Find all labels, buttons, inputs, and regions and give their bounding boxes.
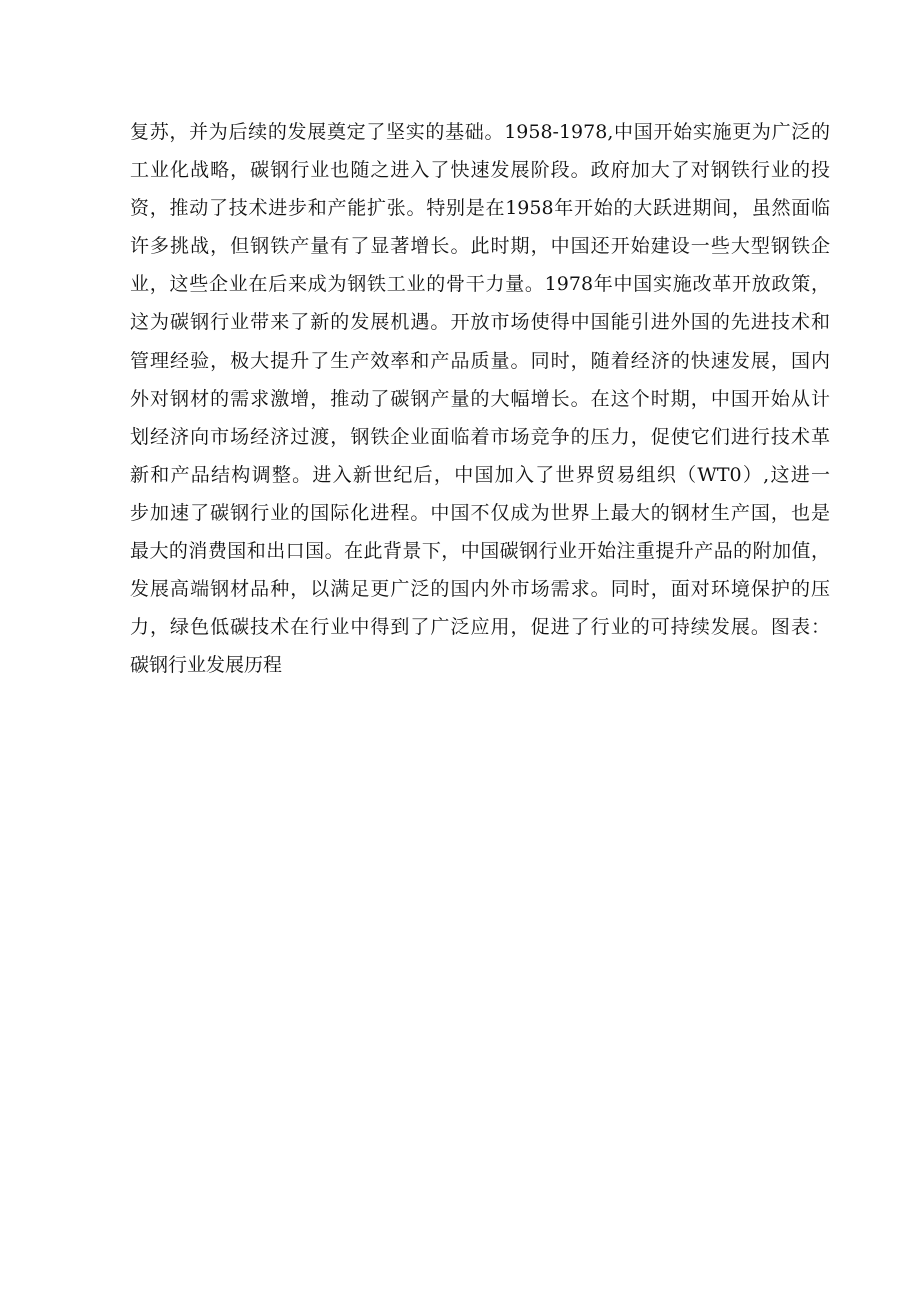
text-line: 划经济向市场经济过渡，钢铁企业面临着市场竞争的压力，促使它们进行技术革 xyxy=(130,425,830,448)
text-line: 复苏，并为后续的发展奠定了坚实的基础。1958-1978,中国开始实施更为广泛的 xyxy=(130,121,830,143)
text-line: 外对钢材的需求激增，推动了碳钢产量的大幅增长。在这个时期，中国开始从计 xyxy=(130,387,830,410)
text-line: 力，绿色低碳技术在行业中得到了广泛应用，促进了行业的可持续发展。图表： xyxy=(130,616,830,639)
body-paragraph xyxy=(130,113,830,684)
text-line: 这为碳钢行业带来了新的发展机遇。开放市场使得中国能引进外国的先进技术和 xyxy=(130,311,830,334)
figure-caption: 碳钢行业发展历程 xyxy=(130,654,283,677)
text-line: 新和产品结构调整。进入新世纪后，中国加入了世界贸易组织（WT0）,这进一 xyxy=(130,463,830,486)
text-line: 步加速了碳钢行业的国际化进程。中国不仅成为世界上最大的钢材生产国，也是 xyxy=(130,501,830,524)
text-line: 业，这些企业在后来成为钢铁工业的骨干力量。1978年中国实施改革开放政策， xyxy=(130,273,830,296)
text-line: 管理经验，极大提升了生产效率和产品质量。同时，随着经济的快速发展，国内 xyxy=(130,349,830,372)
text-line: 许多挑战，但钢铁产量有了显著增长。此时期，中国还开始建设一些大型钢铁企 xyxy=(130,235,830,258)
text-line: 资，推动了技术进步和产能扩张。特别是在1958年开始的大跃进期间，虽然面临 xyxy=(130,197,830,220)
text-line: 最大的消费国和出口国。在此背景下，中国碳钢行业开始注重提升产品的附加值， xyxy=(130,540,830,563)
text-line: 发展高端钢材品种，以满足更广泛的国内外市场需求。同时，面对环境保护的压 xyxy=(130,578,830,601)
text-line: 工业化战略，碳钢行业也随之进入了快速发展阶段。政府加大了对钢铁行业的投 xyxy=(130,159,830,182)
